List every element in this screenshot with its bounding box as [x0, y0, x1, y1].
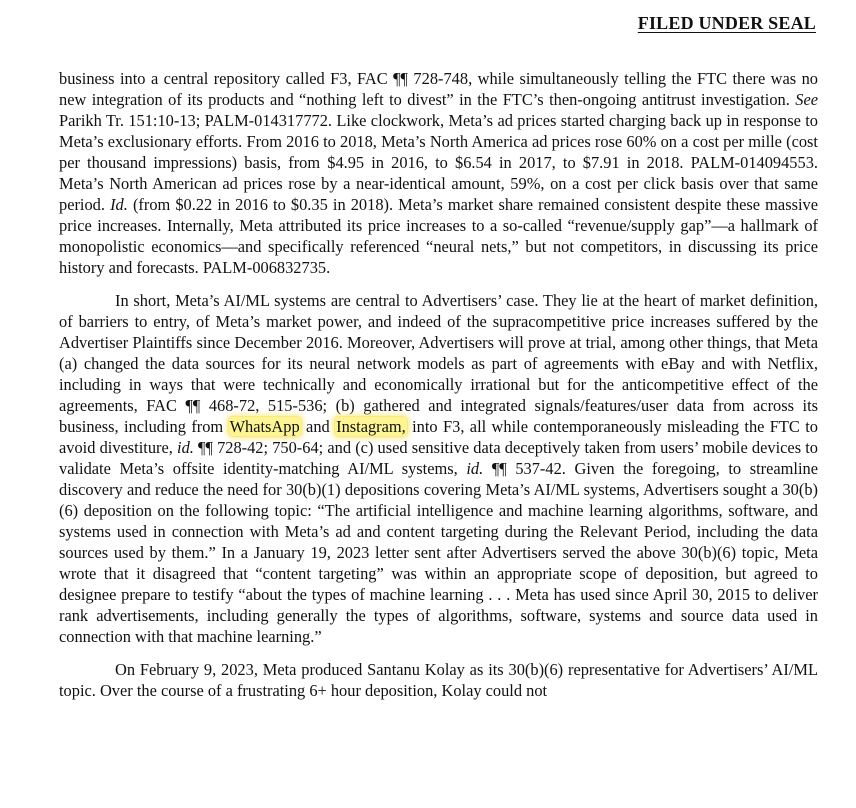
paragraph-text: ¶¶ 537-42. Given the foregoing, to streamline discovery and reduce the need for 30(b)(1) depositions covering Meta’s AI/ML systems, Advertisers sought a 30(b)(6) deposition on the following topic: “The artificial intelligence and machine learning algorithms, software, and systems used in connection with Meta’s ad and content targeting during the Relevant Period, including the data sources used by them.” In a January 19, 2023 letter sent after Advertisers served the above 30(b)(6) topic, Meta wrote that it disagreed that “content targeting” was within an appropriate scope of deposition, but agreed to designee prepare to testify “about the types of machine learning . . . Meta has used since April 30, 2015 to deliver rank advertisements, including generally the types of algorithms, software, systems and source data used in connection with that machine learning.”	[59, 459, 818, 646]
paragraph-text: In short, Meta’s AI/ML systems are central to Advertisers’ case. They lie at the heart of market definition, of barriers to entry, of Meta’s market power, and indeed of the supracompetitive price increases suffered by the Advertiser Plaintiffs since December 2016. Moreover, Advertisers will prove at trial, among other things, that Meta (a) changed the data sources for its neural network models as part of agreements with eBay and with Netflix, including in ways that were technically and economically irrational but for the anticompetitive effect of the agreements, FAC ¶¶ 468-72, 515-536; (b) gathered and integrated signals/features/user data from across its business, including from	[59, 291, 818, 436]
paragraph-text: into F3, all while contemporaneously misleading the FTC to avoid divestiture,	[59, 417, 818, 457]
paragraph-text: (from $0.22 in 2016 to $0.35 in 2018). Meta’s market share remained consistent despite these massive price increases. Internally, Meta attributed its price increases to a so-called “revenue/supply gap”—a hallmark of monopolistic economics—and specifically referenced “neural nets,” but not competitors, in discussing its price history and forecasts. PALM-006832735.	[59, 195, 818, 277]
highlight-instagram: Instagram,	[336, 417, 406, 436]
paragraph-ai-ml-systems	[59, 290, 818, 647]
filed-under-seal-header: FILED UNDER SEAL	[637, 13, 816, 33]
paragraph-text: and	[300, 417, 336, 436]
citation-id: id.	[177, 438, 194, 457]
citation-id: Id.	[110, 195, 128, 214]
citation-signal-see: See	[795, 90, 818, 109]
paragraph-kolay-deposition	[59, 659, 818, 701]
paragraph-continuation	[59, 68, 818, 278]
highlight-whatsapp: WhatsApp	[229, 417, 300, 436]
paragraph-text: On February 9, 2023, Meta produced Santanu Kolay as its 30(b)(6) representative for Advertisers’ AI/ML topic. Over the course of a frustrating 6+ hour deposition, Kolay could not	[59, 660, 818, 700]
paragraph-text: Parikh Tr. 151:10-13; PALM-014317772. Like clockwork, Meta’s ad prices started charging back up in response to Meta’s exclusionary efforts. From 2016 to 2018, Meta’s North America ad prices rose 60% on a cost per mille (cost per thousand impressions) basis, from $4.95 in 2016, to $6.54 in 2017, to $7.91 in 2018. PALM-014094553. Meta’s North American ad prices rose by a near-identical amount, 59%, on a cost per click basis over that same period.	[59, 111, 818, 214]
paragraph-text: business into a central repository called F3, FAC ¶¶ 728-748, while simultaneously telling the FTC there was no new integration of its products and “nothing left to divest” in the FTC’s then-ongoing antitrust investigation.	[59, 69, 818, 109]
citation-id: id.	[466, 459, 484, 478]
document-body	[59, 68, 818, 701]
paragraph-text: ¶¶ 728-42; 750-64; and (c) used sensitive data deceptively taken from users’ mobile devices to validate Meta’s offsite identity-matching AI/ML systems,	[59, 438, 818, 478]
